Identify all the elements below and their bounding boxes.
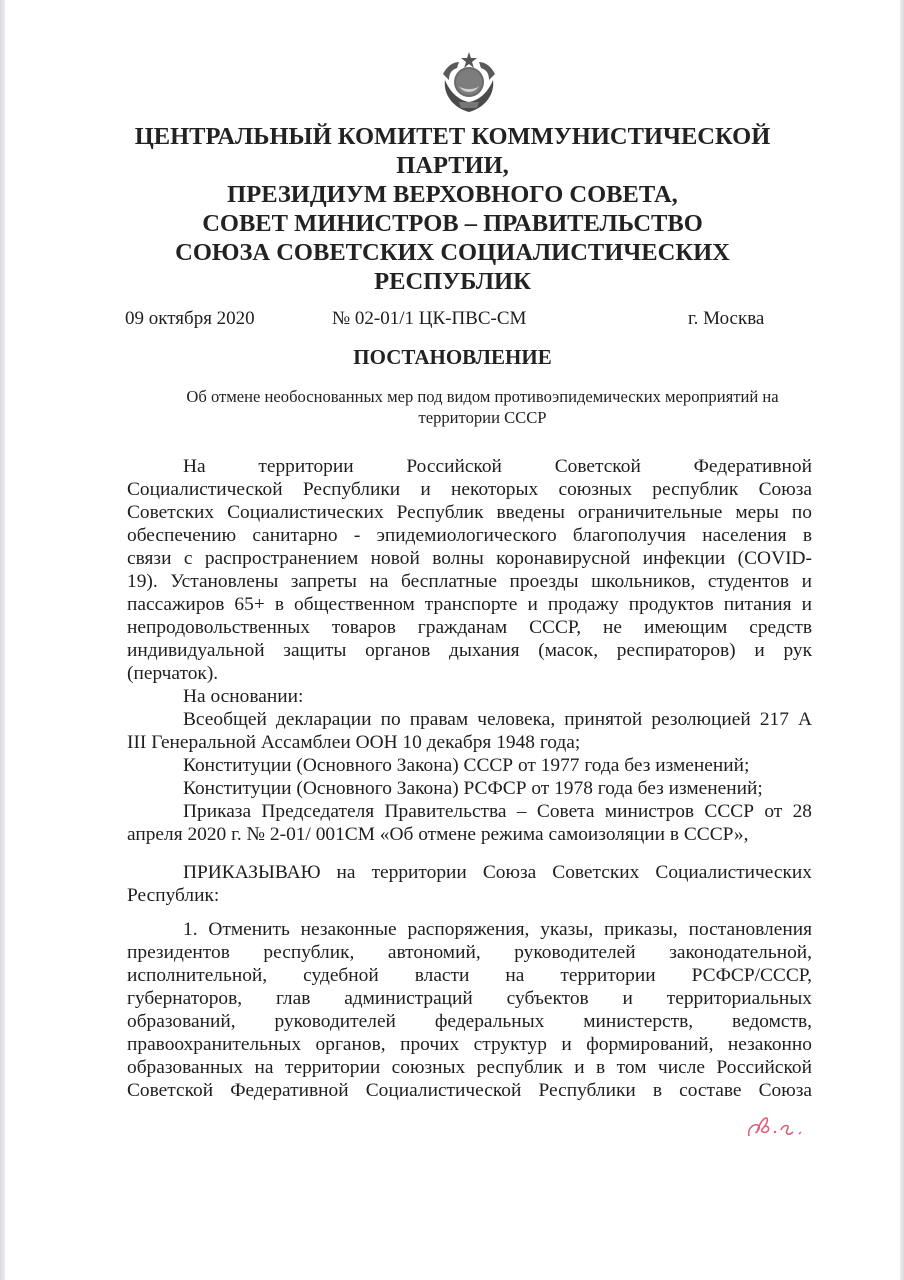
text-line: губернаторов, глав администраций субъектов и территориальных [127,988,812,1009]
basis-item: Конституции (Основного Закона) РСФСР от 1978 года без изменений; [183,778,763,799]
order-paragraph [127,861,812,907]
intro-paragraph [127,455,812,846]
header-line: СОВЕТ МИНИСТРОВ – ПРАВИТЕЛЬСТВО [202,210,703,237]
document-page [5,0,900,1280]
document-number: № 02-01/1 ЦК-ПВС-СМ [332,308,527,329]
subject-line: территории СССР [418,408,547,427]
text-line: Советских Социалистических Республик введены ограничительные меры по [127,502,812,523]
text-line: 1. Отменить незаконные распоряжения, указы, приказы, постановления [183,919,812,940]
order-item-1 [127,918,812,1102]
header-line: ПРЕЗИДИУМ ВЕРХОВНОГО СОВЕТА, [227,181,678,208]
basis-heading: На основании: [183,686,304,707]
document-date: 09 октября 2020 [125,308,255,329]
text-line: образований, руководителей федеральных министерств, ведомств, [127,1011,812,1032]
text-line: ПРИКАЗЫВАЮ на территории Союза Советских Социалистических [183,862,812,883]
document-type-title: ПОСТАНОВЛЕНИЕ [353,345,552,369]
header-line: ПАРТИИ, [396,152,509,179]
text-line: образованных на территории союзных республик и в том числе Российской [127,1057,812,1078]
basis-item: Всеобщей декларации по правам человека, принятой резолюцией 217 А [183,709,812,730]
issuing-authority-header [5,122,900,296]
text-line: исполнительной, судебной власти на территории РСФСР/СССР, [127,965,812,986]
text-line: обеспечению санитарно - эпидемиологического благополучия населения в [127,525,812,546]
text-line: (перчаток). [127,663,219,684]
text-line: Социалистической Республики и некоторых союзных республик Союза [127,479,812,500]
basis-item: III Генеральной Ассамблеи ООН 10 декабря 1948 года; [127,732,581,753]
text-line: Советской Федеративной Социалистической Республики в составе Союза [127,1080,812,1101]
text-line: пассажиров 65+ в общественном транспорте и продажу продуктов питания и [127,594,812,615]
text-line: На территории Российской Советской Федеративной [183,456,812,477]
text-line: правоохранительных органов, прочих структур и формирований, незаконно [127,1034,812,1055]
text-line: непродовольственных товаров гражданам СССР, не имеющим средств [127,617,812,638]
document-city: г. Москва [688,308,765,329]
text-line: президентов республик, автономий, руководителей законодательной, [127,942,812,963]
subject-line: Об отмене необоснованных мер под видом противоэпидемических мероприятий на [186,387,779,406]
text-line: Республик: [127,885,220,906]
header-line: ЦЕНТРАЛЬНЫЙ КОМИТЕТ КОММУНИСТИЧЕСКОЙ [134,123,771,150]
header-line: СОЮЗА СОВЕТСКИХ СОЦИАЛИСТИЧЕСКИХ [175,239,730,266]
header-line: РЕСПУБЛИК [374,268,531,295]
text-line: индивидуальной защиты органов дыхания (масок, респираторов) и рук [127,640,812,661]
page-edge-right [900,0,904,1280]
basis-item: апреля 2020 г. № 2-01/ 001СМ «Об отмене режима самоизоляции в СССР», [127,824,749,845]
text-line: 19). Установлены запреты на бесплатные проезды школьников, студентов и [127,571,812,592]
text-line: связи с распространением новой волны коронавирусной инфекции (COVID- [127,548,812,569]
document-subject [145,386,820,428]
ussr-state-emblem-icon [437,50,501,116]
basis-item: Приказа Председателя Правительства – Совета министров СССР от 28 [183,801,812,822]
basis-item: Конституции (Основного Закона) СССР от 1977 года без изменений; [183,755,750,776]
handwritten-initials-signature [745,1108,815,1144]
